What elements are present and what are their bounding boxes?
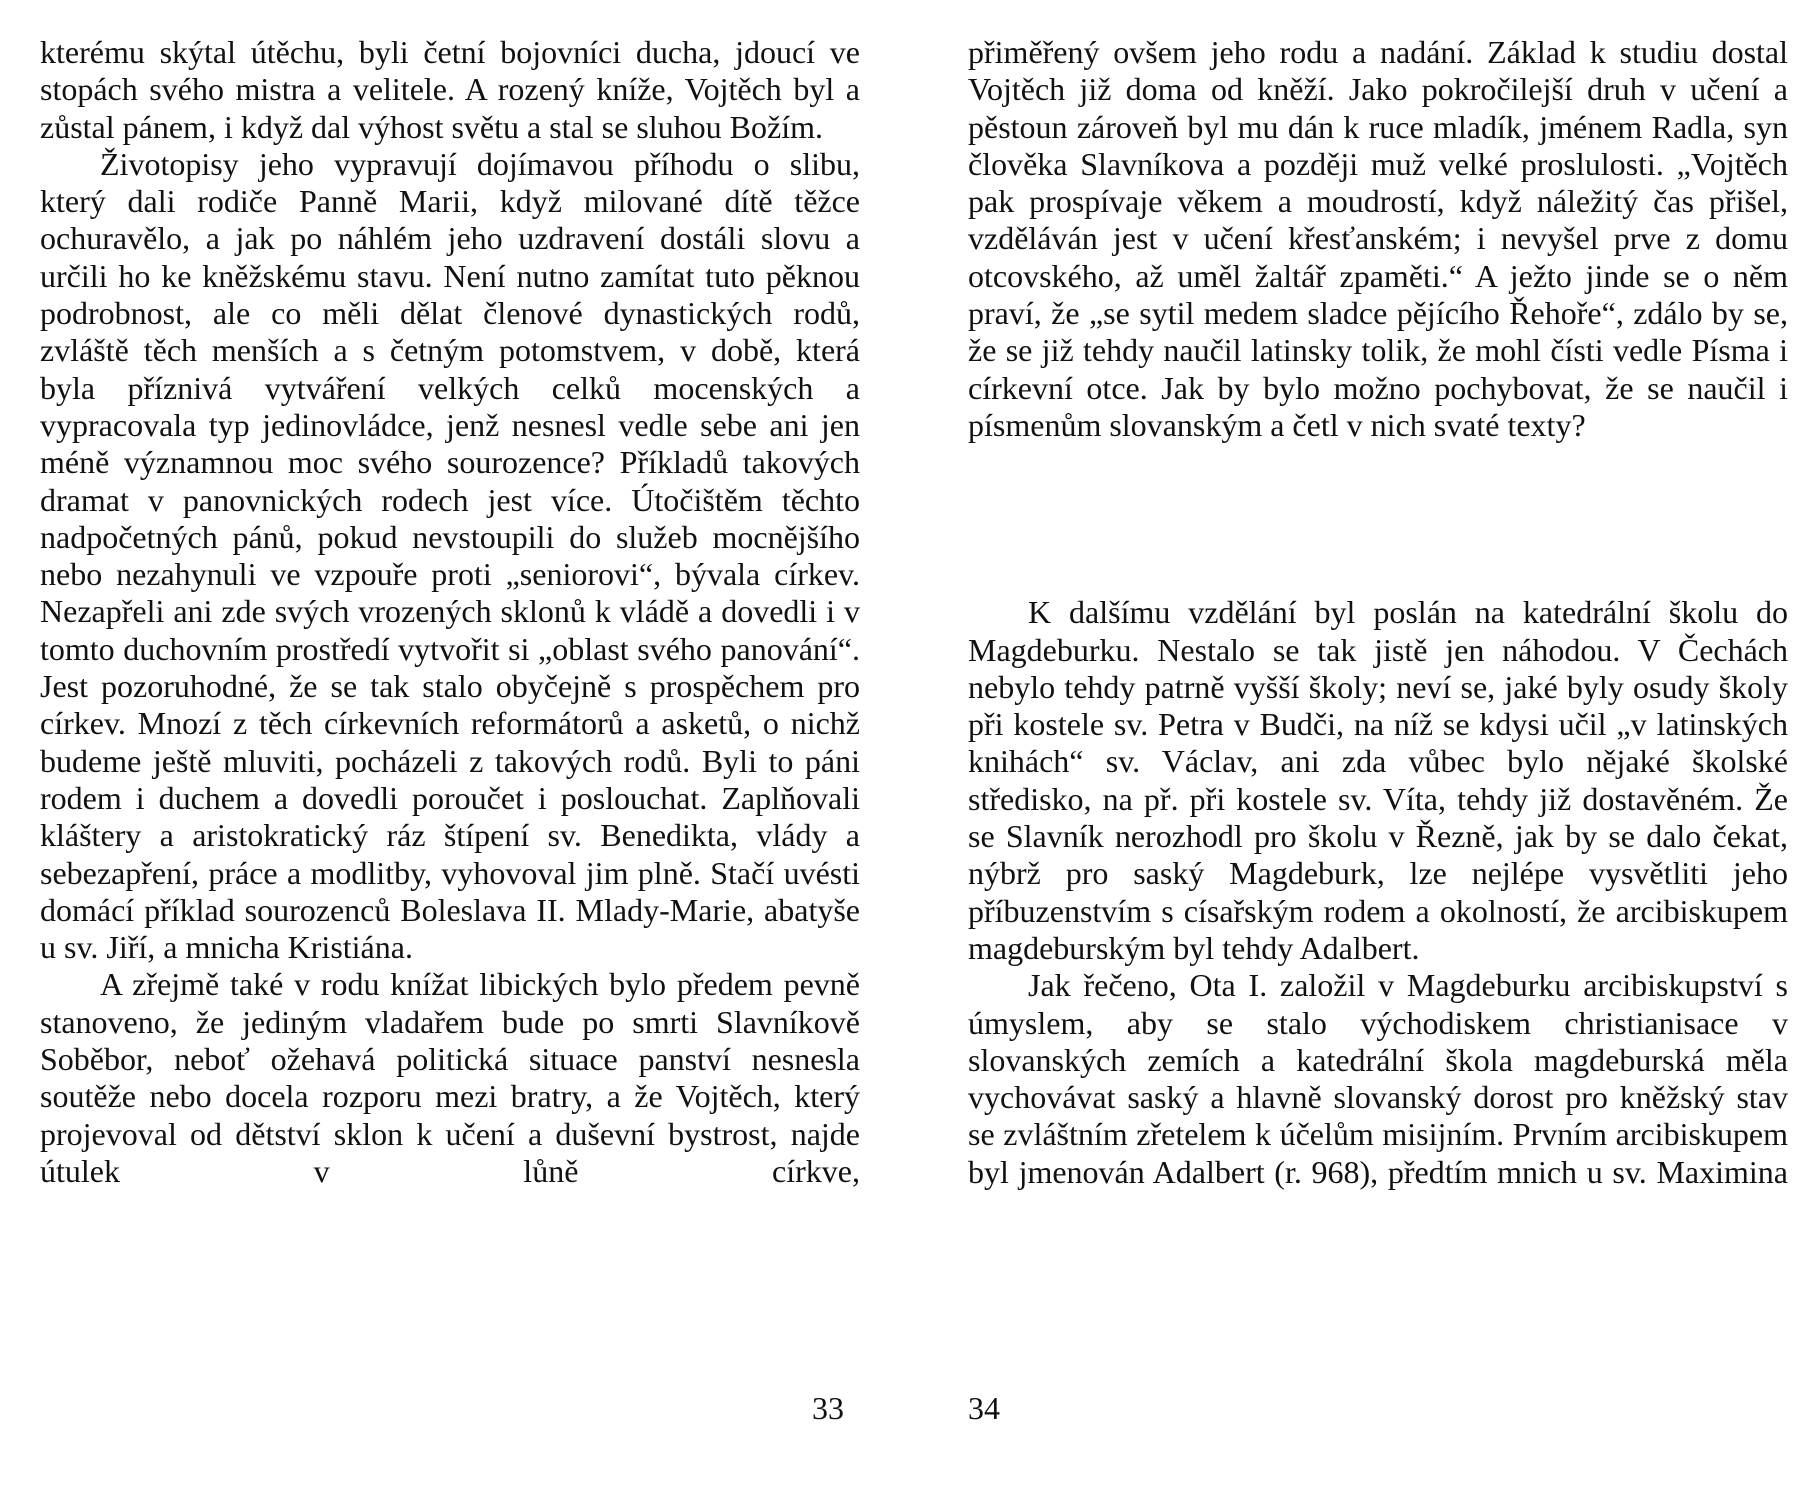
left-paragraph-1: kterému skýtal útěchu, byli četní bojovníci ducha, jdoucí ve stopách svého mistra a velitele. A rozený kníže, Vojtěch byl a zůstal pánem, i když dal výhost světu a stal se sluhou Božím. [40, 34, 860, 145]
right-paragraph-2: K dalšímu vzdělání byl poslán na katedrální školu do Magdeburku. Nestalo se tak jistě jen náhodou. V Čechách nebylo tehdy patrně vyšší školy; neví se, jaké byly osudy školy při kostele sv. Petra v Budči, na níž se kdysi učil „v latinských knihách“ sv. Václav, ani zda vůbec bylo nějaké školské středisko, na př. při kostele sv. Víta, tehdy již dostavěném. Že se Slavník nerozhodl pro školu v Řezně, jak by se dalo čekat, nýbrž pro saský Magdeburk, lze nejlépe vysvětliti jeho příbuzenstvím s císařským rodem a okolností, že arcibiskupem magdeburským byl tehdy Adalbert. [968, 594, 1788, 966]
right-paragraph-1: přiměřený ovšem jeho rodu a nadání. Základ k studiu dostal Vojtěch již doma od kněží. Jako pokročilejší druh v učení a pěstoun zároveň byl mu dán k ruce mladík, jménem Radla, syn člověka Slavníkova a později muž velké proslulosti. „Vojtěch pak prospívaje věkem a moudrostí, když náležitý čas přišel, vzděláván jest v učení křesťanském; i nevyšel prve z domu otcovského, až uměl žaltář zpaměti.“ A ježto jinde se o něm praví, že „se sytil medem sladce pějícího Řehoře“, zdálo by se, že se již tehdy naučil latinsky tolik, že mohl čísti vedle Písma i církevní otce. Jak by bylo možno pochybovat, že se naučil i písmenům slovanským a četl v nich svaté texty? [968, 34, 1788, 443]
left-paragraph-2: Životopisy jeho vypravují dojímavou příhodu o slibu, který dali rodiče Panně Marii, když milované dítě těžce ochuravělo, a jak po náhlém jeho uzdravení dostáli slovu a určili ho ke kněžskému stavu. Není nutno zamítat tuto pěknou podrobnost, ale co měli dělat členové dynastických rodů, zvláště těch menších a s četným potomstvem, v době, která byla příznivá vytváření velkých celků mocenských a vypracovala typ jedinovládce, jenž nesnesl vedle sebe ani jen méně významnou moc svého sourozence? Příkladů takových dramat v panovnických rodech jest více. Útočištěm těchto nadpočetných pánů, pokud nevstoupili do služeb mocnějšího nebo nezahynuli ve vzpouře proti „seniorovi“, bývala církev. Nezapřeli ani zde svých vrozených sklonů k vládě a dovedli i v tomto duchovním prostředí vytvořit si „oblast svého panování“. Jest pozoruhodné, že se tak stalo obyčejně s prospěchem pro církev. Mnozí z těch církevních reformátorů a asketů, o nichž budeme ještě mluviti, pocházeli z takových rodů. Byli to páni rodem i duchem a dovedli poroučet i poslouchat. Zaplňovali kláštery a aristokratický ráz štípení sv. Benedikta, vlády a sebezapření, práce a modlitby, vyhovoval jim plně. Stačí uvésti domácí příklad sourozenců Boleslava II. Mlady-Marie, abatyše u sv. Jiří, a mnicha Kristiána. [40, 145, 860, 966]
section-break [968, 444, 1788, 594]
page-number-right: 34 [968, 1390, 1000, 1426]
page-number-left: 33 [812, 1390, 844, 1426]
right-paragraph-3: Jak řečeno, Ota I. založil v Magdeburku arcibiskupství s úmyslem, aby se stalo východiskem christianisace v slovanských zemích a katedrální škola magdeburská měla vychovávat saský a hlavně slovanský dorost pro kněžský stav se zvláštním zřetelem k účelům misijním. Prvním arcibiskupem byl jmenován Adalbert (r. 968), předtím mnich u sv. Maximina [968, 967, 1788, 1190]
left-paragraph-3: A zřejmě také v rodu knížat libických bylo předem pevně stanoveno, že jediným vladařem bude po smrti Slavníkově Soběbor, neboť ožehavá politická situace panství nesnesla soutěže nebo docela rozporu mezi bratry, a že Vojtěch, který projevoval od dětství sklon k učení a duševní bystrost, najde útulek v lůně církve, [40, 966, 860, 1189]
right-page [968, 34, 1788, 1191]
left-page [40, 34, 860, 1190]
